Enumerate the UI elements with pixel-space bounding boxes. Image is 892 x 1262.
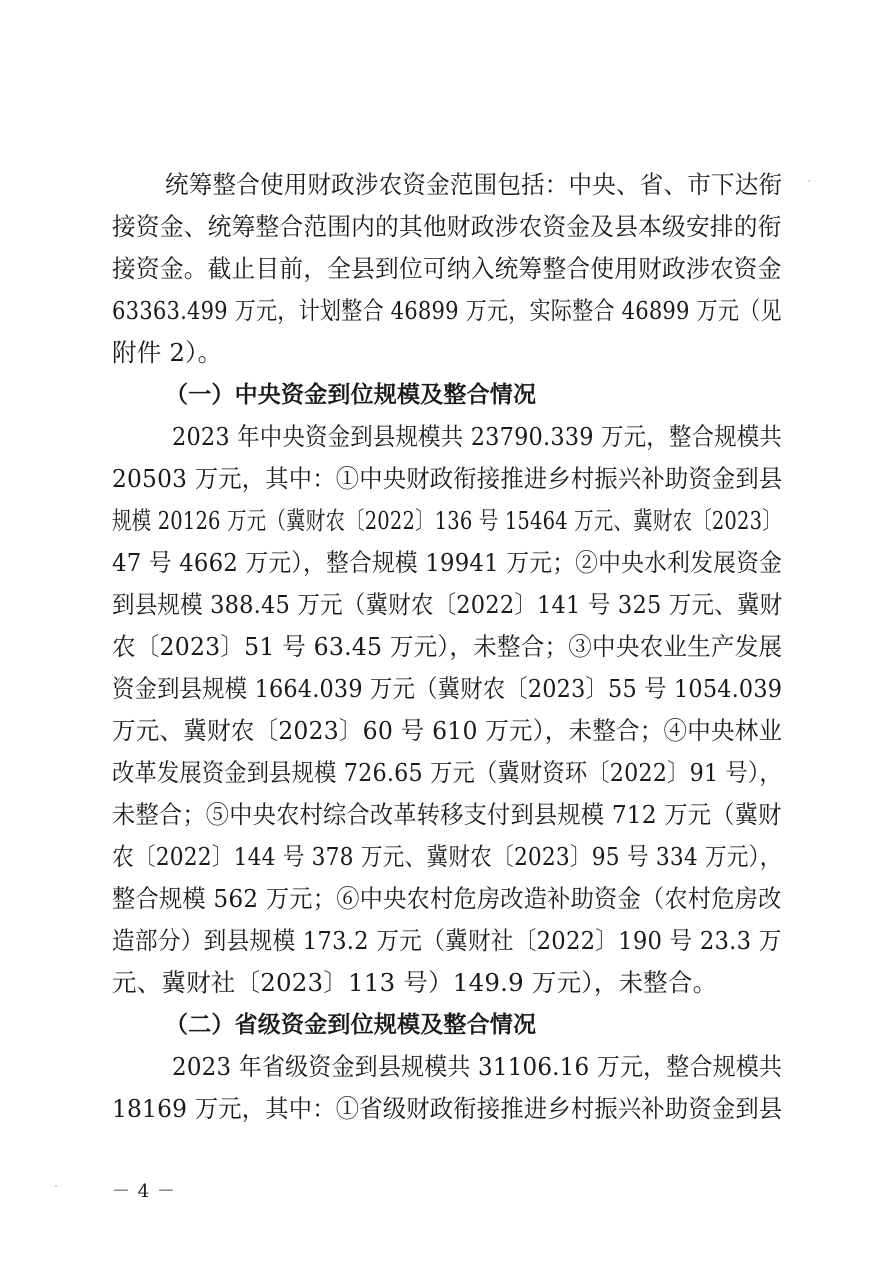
page-number: － 4 － <box>112 1181 176 1202</box>
paragraph-line: 2023 年省级资金到县规模共 31106.16 万元，整合规模共 <box>172 1052 783 1081</box>
paragraph-line: 未整合；⑤中央农村综合改革转移支付到县规模 712 万元（冀财 <box>112 800 782 829</box>
paragraph-line: 整合规模 562 万元；⑥中央农村危房改造补助资金（农村危房改 <box>112 884 782 913</box>
paragraph-line: 农〔2022〕144 号 378 万元、冀财农〔2023〕95 号 334 万元）， <box>112 842 782 871</box>
section-heading-central: （一）中央资金到位规模及整合情况 <box>165 382 537 408</box>
paragraph-line: 47 号 4662 万元），整合规模 19941 万元；②中央水利发展资金 <box>112 548 783 577</box>
paragraph-line: 统筹整合使用财政涉农资金范围包括：中央、省、市下达衔 <box>165 170 783 199</box>
paragraph-line: 规模 20126 万元（冀财农〔2022〕136 号 15464 万元、冀财农〔2023〕 <box>112 506 782 535</box>
paragraph-line: 2023 年中央资金到县规模共 23790.339 万元，整合规模共 <box>172 422 783 451</box>
paragraph-line: 到县规模 388.45 万元（冀财农〔2022〕141 号 325 万元、冀财 <box>112 590 783 619</box>
paragraph-line: 资金到县规模 1664.039 万元（冀财农〔2023〕55 号 1054.039 <box>112 674 783 703</box>
paragraph-line: 附件 2）。 <box>112 338 223 367</box>
paragraph-line: 20503 万元，其中：①中央财政衔接推进乡村振兴补助资金到县 <box>112 464 783 493</box>
paragraph-line: 改革发展资金到县规模 726.65 万元（冀财资环〔2022〕91 号）， <box>112 758 782 787</box>
paragraph-line: 造部分）到县规模 173.2 万元（冀财社〔2022〕190 号 23.3 万 <box>112 926 782 955</box>
scan-speck <box>55 1185 57 1187</box>
section-heading-provincial: （二）省级资金到位规模及整合情况 <box>165 1012 537 1038</box>
paragraph-line: 农〔2023〕51 号 63.45 万元），未整合；③中央农业生产发展 <box>112 632 783 661</box>
paragraph-line: 18169 万元，其中：①省级财政衔接推进乡村振兴补助资金到县 <box>112 1094 783 1123</box>
scan-speck <box>808 180 810 182</box>
paragraph-line: 接资金。截止目前，全县到位可纳入统筹整合使用财政涉农资金 <box>112 254 782 283</box>
paragraph-line: 元、冀财社〔2023〕113 号）149.9 万元），未整合。 <box>112 968 718 997</box>
paragraph-line: 63363.499 万元，计划整合 46899 万元，实际整合 46899 万元（见 <box>112 296 782 325</box>
paragraph-line: 接资金、统筹整合范围内的其他财政涉农资金及县本级安排的衔 <box>112 212 782 241</box>
paragraph-line: 万元、冀财农〔2023〕60 号 610 万元），未整合；④中央林业 <box>112 716 783 745</box>
